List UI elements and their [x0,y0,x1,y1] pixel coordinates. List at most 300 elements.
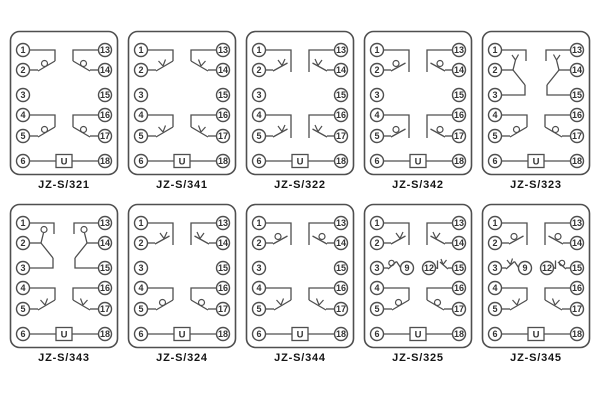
terminal-6 [135,155,148,168]
terminal-2 [135,64,148,77]
panel-label: JZ-S/322 [274,179,326,191]
delay-loop-glyph [435,300,441,306]
panel-label: JZ-S/342 [392,179,444,191]
delay-loop-glyph [437,127,443,133]
terminal-17 [335,130,348,143]
relay-connection-diagram [481,203,591,349]
wire [513,60,516,70]
terminal-16 [571,282,584,295]
svg-text:2: 2 [138,238,144,249]
svg-text:16: 16 [99,283,111,294]
terminal-16 [335,109,348,122]
terminal-2 [17,64,30,77]
relay-panel [481,30,591,191]
wire [73,115,99,127]
svg-text:15: 15 [571,263,583,274]
coil-label: U [296,156,304,168]
contact-bottom-left [266,288,292,310]
contact-bottom-left [148,115,174,137]
terminal-18 [217,328,230,341]
svg-text:1: 1 [138,45,144,56]
contact-top-right [427,223,453,245]
wire [557,60,560,70]
wire [273,129,288,137]
relay-panel [9,203,119,364]
terminal-2 [371,64,384,77]
contact-bottom-left [30,288,56,310]
terminal-15 [571,89,584,102]
terminal-4 [253,282,266,295]
delay-loop-glyph [393,61,399,67]
wire [397,262,401,268]
contact-top-left [30,223,55,268]
svg-text:16: 16 [335,283,347,294]
svg-text:5: 5 [374,304,380,315]
contact-top-left [148,223,174,245]
terminal-15 [335,262,348,275]
terminal-13 [453,44,466,57]
terminal-5 [17,130,30,143]
terminal-15 [571,262,584,275]
terminal-17 [217,130,230,143]
terminal-14 [453,64,466,77]
terminal-5 [253,130,266,143]
coil-element [30,155,99,168]
terminal-1 [371,44,384,57]
svg-text:4: 4 [256,110,262,121]
wire [513,299,520,306]
contact-bottom-left [148,288,174,310]
svg-text:13: 13 [335,45,347,56]
svg-text:9: 9 [522,263,528,274]
terminal-1 [253,217,266,230]
wire [553,299,560,306]
terminal-15 [99,262,112,275]
wire [313,63,328,71]
svg-text:4: 4 [138,110,144,121]
terminal-15 [99,89,112,102]
terminal-17 [99,303,112,316]
coil-label: U [532,329,540,341]
svg-text:2: 2 [256,65,262,76]
terminal-14 [99,237,112,250]
svg-text:15: 15 [571,90,583,101]
panel-row-1 [9,30,597,191]
terminal-15 [453,89,466,102]
svg-text:17: 17 [99,304,111,315]
svg-text:18: 18 [571,156,583,167]
terminal-17 [453,130,466,143]
svg-text:4: 4 [492,110,498,121]
panel-label: JZ-S/345 [510,352,562,364]
terminal-12 [541,262,554,275]
wire [502,50,527,61]
relay-connection-diagram [481,30,591,176]
wire [30,115,56,127]
svg-text:3: 3 [20,263,26,274]
svg-text:1: 1 [256,218,262,229]
svg-text:2: 2 [256,238,262,249]
wire [191,50,217,61]
wire [155,236,170,244]
terminal-4 [135,109,148,122]
svg-text:14: 14 [217,65,229,76]
svg-text:5: 5 [256,304,262,315]
svg-text:2: 2 [20,65,26,76]
svg-text:2: 2 [374,238,380,249]
svg-text:3: 3 [374,263,380,274]
svg-text:17: 17 [453,304,465,315]
wire [391,236,406,244]
svg-text:1: 1 [492,45,498,56]
terminal-2 [253,237,266,250]
svg-text:17: 17 [453,131,465,142]
terminal-3 [135,89,148,102]
svg-text:14: 14 [571,238,583,249]
wire [545,115,571,127]
relay-connection-diagram [9,203,119,349]
svg-text:6: 6 [138,329,144,340]
svg-text:12: 12 [423,263,435,274]
terminal-13 [571,44,584,57]
svg-text:14: 14 [335,238,347,249]
wire [309,288,335,300]
svg-text:2: 2 [374,65,380,76]
svg-text:1: 1 [256,45,262,56]
relay-connection-diagram [363,203,473,349]
svg-text:16: 16 [217,283,229,294]
svg-text:5: 5 [492,304,498,315]
svg-text:14: 14 [217,238,229,249]
contact-bottom-left [502,115,528,137]
terminal-1 [253,44,266,57]
terminal-17 [99,130,112,143]
terminal-18 [571,328,584,341]
svg-text:4: 4 [256,283,262,294]
svg-text:9: 9 [404,263,410,274]
relay-connection-diagram [127,203,237,349]
terminal-3 [489,89,502,102]
terminal-6 [253,155,266,168]
contact-bottom-right [545,115,571,137]
svg-text:1: 1 [138,218,144,229]
svg-text:15: 15 [217,263,229,274]
wire [41,243,53,258]
coil-element [384,155,453,168]
delay-loop-glyph [81,127,87,133]
terminal-16 [99,109,112,122]
terminal-1 [489,44,502,57]
coil-label: U [414,329,422,341]
svg-text:13: 13 [571,45,583,56]
coil-element [266,155,335,168]
svg-text:16: 16 [453,283,465,294]
wire [546,50,571,61]
wire [547,70,559,85]
terminal-5 [371,303,384,316]
panel-label: JZ-S/344 [274,352,326,364]
contact-top-right [427,50,453,72]
svg-text:16: 16 [453,110,465,121]
svg-text:18: 18 [453,156,465,167]
coil-label: U [414,156,422,168]
svg-text:4: 4 [20,283,26,294]
delay-loop-glyph [514,127,520,133]
svg-text:4: 4 [374,283,380,294]
terminal-13 [335,44,348,57]
terminal-9 [519,262,532,275]
svg-text:14: 14 [99,65,111,76]
delay-loop-glyph [81,227,87,233]
terminal-5 [489,303,502,316]
wire [148,50,174,61]
terminal-3 [253,89,266,102]
wire [199,60,206,67]
contact-middle-right [554,260,571,269]
coil-label: U [60,156,68,168]
wire [273,63,288,71]
terminal-13 [99,44,112,57]
wire [159,126,166,133]
terminal-2 [489,237,502,250]
svg-text:4: 4 [492,283,498,294]
terminal-6 [489,328,502,341]
terminal-6 [371,328,384,341]
coil-element [266,328,335,341]
svg-text:6: 6 [138,156,144,167]
wire [266,288,292,300]
svg-text:5: 5 [20,131,26,142]
terminal-1 [17,217,30,230]
contact-top-right [73,50,99,71]
svg-text:18: 18 [571,329,583,340]
wire [148,288,174,300]
contact-bottom-left [30,115,56,137]
contact-top-left [502,50,527,95]
delay-loop-glyph [393,127,399,133]
delay-loop-glyph [319,234,325,240]
svg-text:14: 14 [453,65,465,76]
terminal-13 [453,217,466,230]
terminal-14 [217,237,230,250]
contact-middle-right [436,259,453,269]
relay-connection-diagram [9,30,119,176]
panel-label: JZ-S/341 [156,179,208,191]
wire [431,236,446,244]
terminal-1 [371,217,384,230]
relay-panel [245,203,355,364]
wire [41,233,44,243]
contact-bottom-right [191,288,217,310]
svg-text:16: 16 [99,110,111,121]
svg-text:13: 13 [99,218,111,229]
svg-text:16: 16 [217,110,229,121]
delay-loop-glyph [555,234,561,240]
svg-text:16: 16 [571,283,583,294]
coil-element [502,155,571,168]
contact-bottom-left [266,115,292,138]
wire [195,236,210,244]
terminal-6 [17,155,30,168]
terminal-14 [217,64,230,77]
delay-loop-glyph [42,127,48,133]
wire [191,115,217,127]
coil-element [30,328,99,341]
svg-text:18: 18 [99,156,111,167]
svg-text:15: 15 [335,90,347,101]
terminal-3 [253,262,266,275]
svg-text:3: 3 [138,90,144,101]
svg-text:14: 14 [453,238,465,249]
terminal-18 [99,155,112,168]
contact-bottom-right [191,115,217,137]
svg-text:3: 3 [20,90,26,101]
terminal-18 [99,328,112,341]
terminal-5 [135,130,148,143]
svg-text:4: 4 [138,283,144,294]
contact-bottom-right [427,115,453,138]
terminal-14 [335,64,348,77]
relay-panel [363,30,473,191]
terminal-4 [489,109,502,122]
svg-text:4: 4 [20,110,26,121]
wire [506,262,515,270]
terminal-6 [253,328,266,341]
svg-text:6: 6 [374,156,380,167]
terminal-1 [489,217,502,230]
wire [502,288,528,300]
svg-text:1: 1 [492,218,498,229]
wire [159,60,166,67]
panel-label: JZ-S/321 [38,179,90,191]
svg-text:18: 18 [217,156,229,167]
contact-top-left [502,223,528,245]
contact-top-left [384,50,410,72]
delay-loop-glyph [511,234,517,240]
svg-text:16: 16 [571,110,583,121]
svg-text:1: 1 [374,218,380,229]
svg-text:18: 18 [335,329,347,340]
svg-text:17: 17 [335,131,347,142]
panel-label: JZ-S/323 [510,179,562,191]
terminal-16 [217,109,230,122]
wire [513,70,525,85]
relay-panel [245,30,355,191]
terminal-16 [335,282,348,295]
terminal-3 [135,262,148,275]
contact-top-right [309,50,335,72]
terminal-5 [253,303,266,316]
svg-text:6: 6 [374,329,380,340]
contact-top-left [148,50,174,71]
terminal-14 [571,64,584,77]
contact-top-right [191,50,217,71]
terminal-13 [217,44,230,57]
terminal-18 [335,155,348,168]
terminal-18 [453,328,466,341]
terminal-5 [371,130,384,143]
relay-connection-diagram [127,30,237,176]
wire [30,288,56,300]
terminal-4 [135,282,148,295]
coil-label: U [178,156,186,168]
svg-text:3: 3 [492,263,498,274]
delay-loop-glyph [81,61,87,67]
contact-top-right [545,223,571,245]
terminal-17 [571,303,584,316]
wire [73,288,99,300]
terminal-15 [217,262,230,275]
wire [73,50,99,61]
terminal-6 [371,155,384,168]
wire [85,233,88,243]
svg-text:18: 18 [99,329,111,340]
terminal-14 [453,237,466,250]
wire [277,299,284,306]
contact-bottom-right [309,115,335,138]
wire [191,288,217,300]
wire [30,50,56,61]
svg-text:2: 2 [492,65,498,76]
panel-label: JZ-S/325 [392,352,444,364]
svg-text:6: 6 [492,329,498,340]
terminal-4 [371,109,384,122]
svg-text:3: 3 [256,263,262,274]
wire [515,262,519,268]
svg-text:2: 2 [138,65,144,76]
contact-top-left [384,223,410,245]
terminal-15 [217,89,230,102]
delay-loop-glyph [389,260,394,265]
terminal-6 [489,155,502,168]
svg-text:18: 18 [335,156,347,167]
svg-text:14: 14 [99,238,111,249]
wire [547,85,571,95]
relay-connection-diagram [245,203,355,349]
terminal-3 [17,89,30,102]
terminal-16 [453,109,466,122]
svg-text:5: 5 [20,304,26,315]
contact-bottom-left [502,288,528,310]
terminal-17 [335,303,348,316]
contact-top-left [266,223,292,245]
wire [502,115,528,127]
terminal-2 [135,237,148,250]
svg-text:6: 6 [492,156,498,167]
svg-text:13: 13 [335,218,347,229]
terminal-17 [217,303,230,316]
terminal-5 [135,303,148,316]
terminal-2 [253,64,266,77]
svg-text:15: 15 [453,263,465,274]
panel-label: JZ-S/343 [38,352,90,364]
terminal-3 [17,262,30,275]
svg-text:3: 3 [256,90,262,101]
terminal-4 [253,109,266,122]
terminal-17 [571,130,584,143]
terminal-3 [371,262,384,275]
terminal-3 [489,262,502,275]
terminal-15 [335,89,348,102]
terminal-1 [17,44,30,57]
delay-loop-glyph [199,300,205,306]
terminal-3 [371,89,384,102]
relay-connection-diagram [245,30,355,176]
svg-text:5: 5 [138,304,144,315]
svg-text:13: 13 [99,45,111,56]
terminal-14 [99,64,112,77]
terminal-13 [217,217,230,230]
